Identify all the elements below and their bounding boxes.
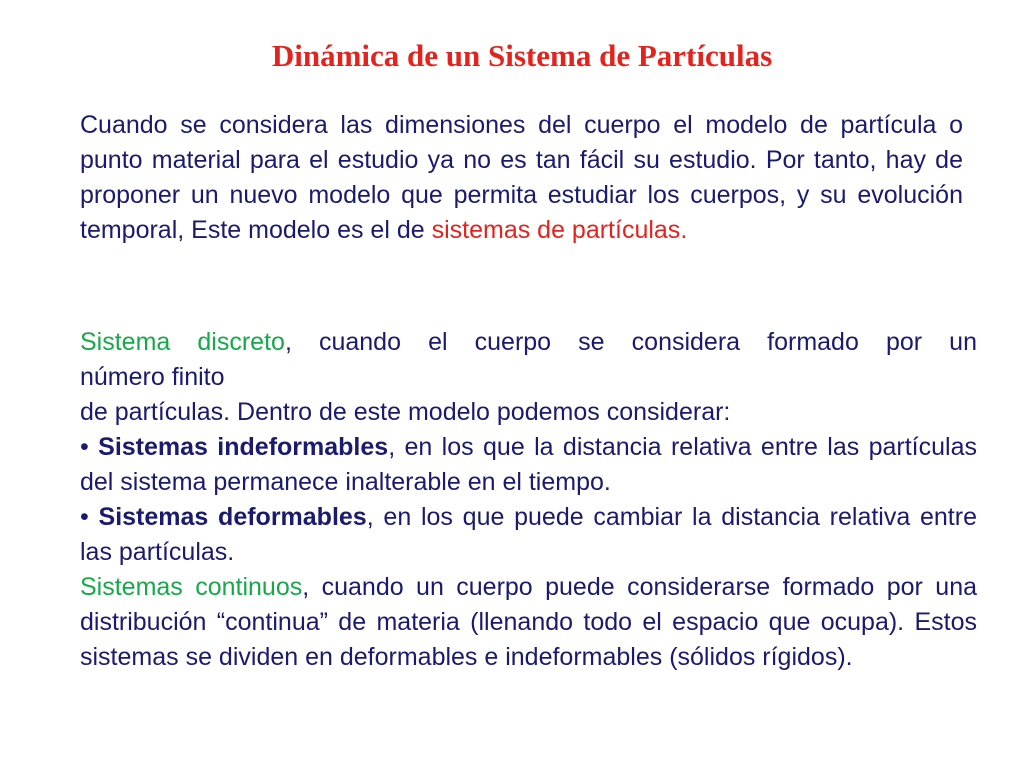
discreto-text-1: , cuando el cuerpo se considera formado por un — [284, 328, 977, 356]
continuos-term: Sistemas continuos — [80, 573, 303, 601]
intro-paragraph — [80, 108, 963, 248]
continuos-paragraph — [80, 570, 977, 675]
bullet-indeformables — [80, 430, 977, 500]
intro-text: Cuando se considera las dimensiones del cuerpo el modelo de partícula o punto material para el estudio ya no es tan fácil su estudio. Por tanto, hay de proponer un nuevo modelo que permita estudiar los cuerpos, y su evolución temporal, Este modelo es el de — [80, 111, 963, 244]
intro-highlight: sistemas de partículas — [431, 216, 681, 244]
bullet-marker: • — [80, 503, 89, 531]
systems-body — [80, 325, 977, 675]
bullet-marker: • — [80, 433, 89, 461]
discreto-term: Sistema discreto — [80, 328, 285, 356]
slide-title: Dinámica de un Sistema de Partículas — [271, 38, 773, 73]
deformables-term: Sistemas deformables — [98, 503, 367, 531]
discreto-line-3: de partículas. Dentro de este modelo podemos considerar: — [80, 398, 731, 426]
discreto-line-2: número finito — [80, 363, 225, 391]
continuos-text: , cuando un cuerpo puede considerarse formado por una distribución “continua” de materia (llenando todo el espacio que ocupa). Estos sistemas se dividen en deformables e indeformables (sólidos rígidos). — [80, 573, 977, 671]
discreto-line-1 — [80, 325, 977, 360]
deformables-text: , en los que puede cambiar la distancia relativa entre las partículas. — [80, 503, 977, 566]
indeformables-term: Sistemas indeformables — [98, 433, 389, 461]
bullet-deformables — [80, 500, 977, 570]
intro-end: . — [680, 216, 688, 244]
indeformables-text: , en los que la distancia relativa entre las partículas del sistema permanece inalterable en el tiempo. — [80, 433, 977, 496]
